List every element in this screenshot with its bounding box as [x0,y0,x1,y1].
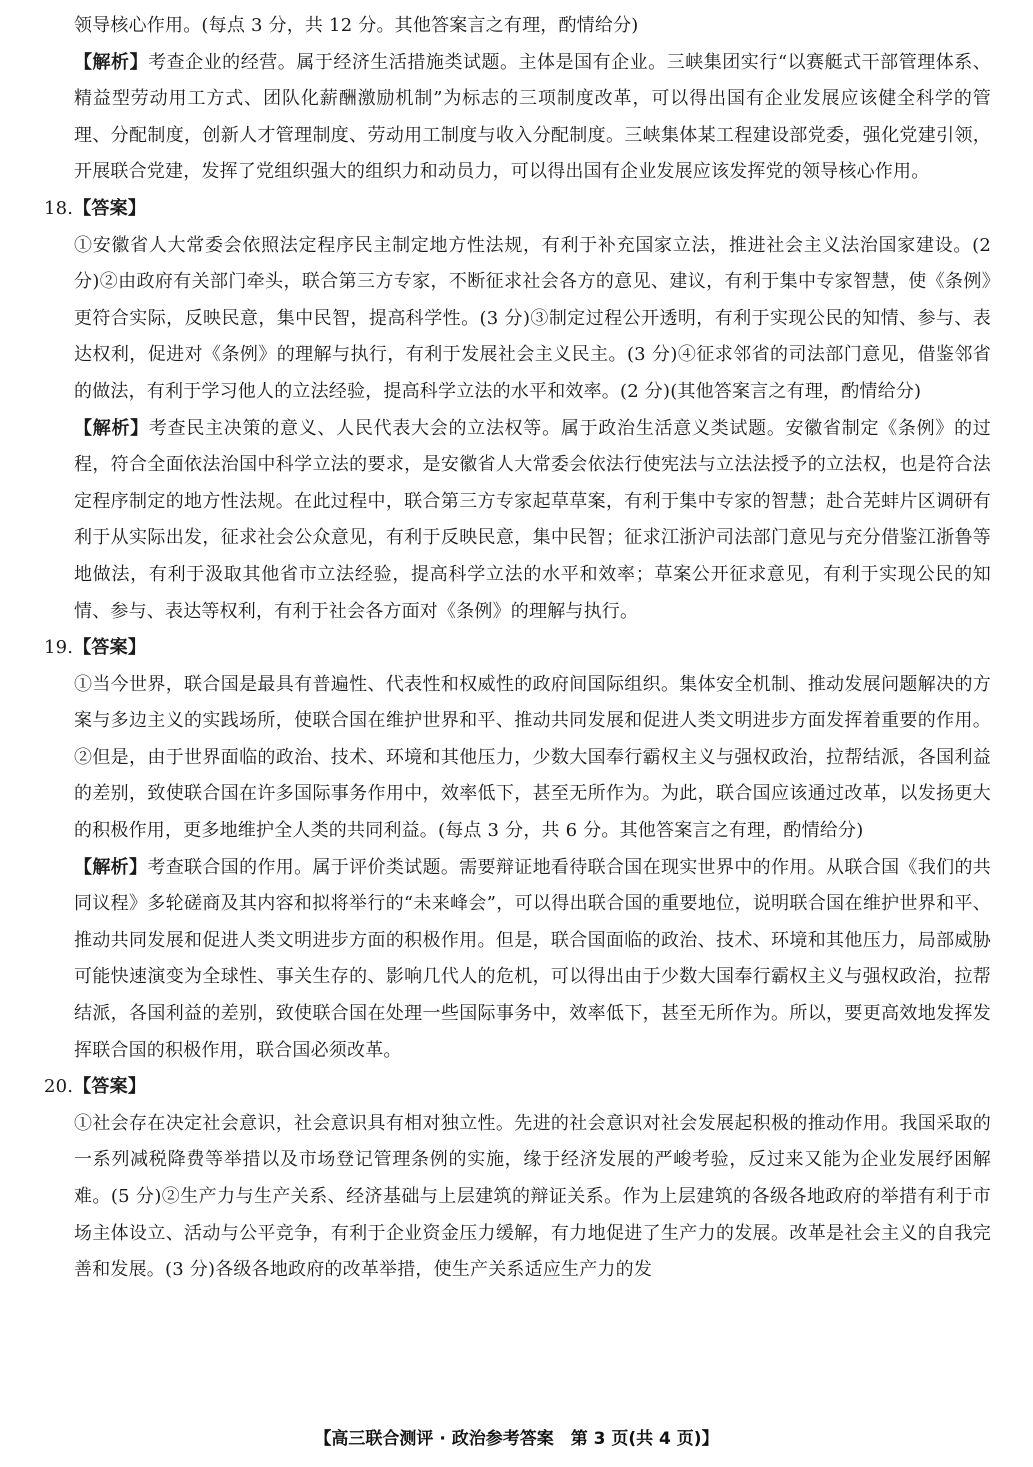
q19-analysis [74,850,991,1070]
q20-heading [44,1069,991,1106]
q18-analysis [74,411,991,631]
analysis-label: 【解析】 [74,856,148,878]
question-number: 20. [44,1076,74,1098]
analysis-text: 考查联合国的作用。属于评价类试题。需要辩证地看待联合国在现实世界中的作用。从联合国《我们的共同议程》多轮磋商及其内容和拟将举行的“未来峰会”，可以得出联合国的重要地位，说明联合国在维护世界和平、推动共同发展和促进人类文明进步方面的积极作用。但是，联合国面临的政治、技术、环境和其他压力，局部威胁可能快速演变为全球性、事关生存的、影响几代人的危机，可以得出由于少数大国奉行霸权主义与强权政治，拉帮结派，各国利益的差别，致使联合国在处理一些国际事务中，效率低下，甚至无所作为。所以，要更高效地发挥发挥联合国的积极作用，联合国必须改革。 [74,856,991,1061]
answer-label: 【答案】 [73,197,147,219]
analysis-label: 【解析】 [74,51,149,73]
q17-answer-tail: 领导核心作用。(每点 3 分，共 12 分。其他答案言之有理，酌情给分) [74,15,639,36]
q19-heading [44,630,991,667]
q17-analysis [74,45,991,191]
analysis-text: 考查民主决策的意义、人民代表大会的立法权等。属于政治生活意义类试题。安徽省制定《条例》的过程，符合全面依法治国中科学立法的要求，是安徽省人大常委会依法行使宪法与立法法授予的立法权，也是符合法定程序制定的地方性法规。在此过程中，联合第三方专家起草草案，有利于集中专家的智慧；赴合芜蚌片区调研有利于从实际出发，征求社会公众意见，有利于反映民意，集中民智；征求江浙沪司法部门意见与充分借鉴江浙鲁等地做法，有利于汲取其他省市立法经验，提高科学立法的水平和效率；草案公开征求意见，有利于实现公民的知情、参与、表达等权利，有利于社会各方面对《条例》的理解与执行。 [74,417,991,622]
question-number: 18. [44,197,74,219]
answer-label: 【答案】 [73,1076,147,1098]
q18-answer: ①安徽省人大常委会依照法定程序民主制定地方性法规，有利于补充国家立法，推进社会主义法治国家建设。(2 分)②由政府有关部门牵头，联合第三方专家，不断征求社会各方的意见、建议，有利于集中专家智慧，使《条例》更符合实际，反映民意，集中民智，提高科学性。(3 分)③制定过程公开透明，有利于实现公民的知情、参与、表达权利，促进对《条例》的理解与执行，有利于发展社会主义民主。(3 分)④征求邻省的司法部门意见，借鉴邻省的做法，有利于学习他人的立法经验，提高科学立法的水平和效率。(2 分)(其他答案言之有理，酌情给分) [74,234,991,402]
question-number: 19. [44,637,74,659]
analysis-label: 【解析】 [74,417,149,439]
analysis-text: 考查企业的经营。属于经济生活措施类试题。主体是国有企业。三峡集团实行“以赛艇式干部管理体系、精益型劳动用工方式、团队化薪酬激励机制”为标志的三项制度改革，可以得出国有企业发展应该健全科学的管理、分配制度，创新人才管理制度、劳动用工制度与收入分配制度。三峡集体某工程建设部党委，强化党建引领，开展联合党建，发挥了党组织强大的组织力和动员力，可以得出国有企业发展应该发挥党的领导核心作用。 [74,51,991,183]
answer-label: 【答案】 [73,637,147,659]
page-footer: 【高三联合测评 · 政治参考答案 第 3 页(共 4 页)】 [314,1429,719,1449]
q20-answer: ①社会存在决定社会意识，社会意识具有相对独立性。先进的社会意识对社会发展起积极的推动作用。我国采取的一系列减税降费等举措以及市场登记管理条例的实施，缘于经济发展的严峻考验，反过来又能为企业发展纾困解难。(5 分)②生产力与生产关系、经济基础与上层建筑的辩证关系。作为上层建筑的各级各地政府的举措有利于市场主体设立、活动与公平竞争，有利于企业资金压力缓解，有力地促进了生产力的发展。改革是社会主义的自我完善和发展。(3 分)各级各地政府的改革举措，使生产关系适应生产力的发 [74,1112,991,1281]
q18-heading [44,191,991,228]
q19-answer: ①当今世界，联合国是最具有普遍性、代表性和权威性的政府间国际组织。集体安全机制、推动发展问题解决的方案与多边主义的实践场所，使联合国在维护世界和平、推动共同发展和促进人类文明进步方面发挥着重要的作用。②但是，由于世界面临的政治、技术、环境和其他压力，少数大国奉行霸权主义与强权政治，拉帮结派，各国利益的差别，致使联合国在许多国际事务作用中，效率低下，甚至无所作为。为此，联合国应该通过改革，以发扬更大的积极作用，更多地维护全人类的共同利益。(每点 3 分，共 6 分。其他答案言之有理，酌情给分) [74,673,991,842]
